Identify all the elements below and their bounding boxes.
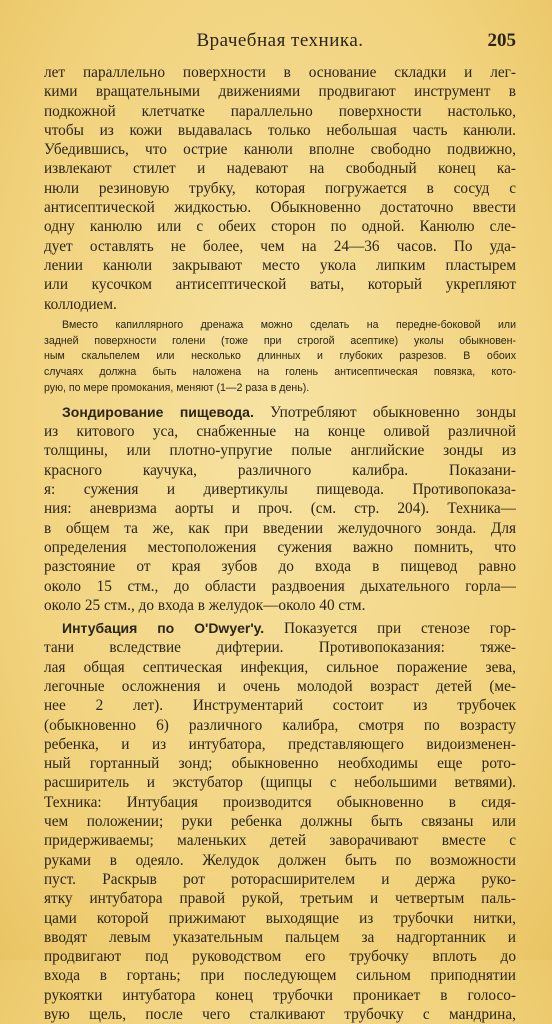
text-line: тани вследствие дифтерии. Противопоказания: тяже- — [44, 639, 516, 657]
text-line: толщины, или плотно-упругие полые английские зонды из — [44, 442, 516, 460]
section-heading: Зондирование пищевода. — [62, 403, 254, 420]
text-run: Показуется при стенозе гор- — [264, 620, 516, 638]
text-line: цами которой прижимают выходящие из трубочки нитки, — [44, 909, 516, 927]
text-line: чем положении; руки ребенка должны быть связаны или — [44, 813, 516, 831]
text-line: придерживаемы; маленьких детей заворачивают вместе с — [44, 832, 516, 850]
note-line: случаях должна быть наложена на голень антисептическая повязка, кото- — [44, 366, 516, 379]
text-line: разстояние от края зубов до входа в пищевод равно — [44, 558, 516, 576]
text-line: (обыкновенно 6) различного калибра, смотря по возрасту — [44, 716, 516, 734]
text-line: рукоятки интубатора конец трубочки проникает в голосо- — [44, 986, 516, 1004]
text-line: ный гортанный зонд; обыкновенно необходимы еще рото- — [44, 755, 516, 773]
running-title: Врачебная техника. — [196, 30, 364, 51]
text-line: входа в гортань; при последующем сильном приподнятии — [44, 967, 516, 985]
section-heading: Интубация по O'Dwyer'у. — [62, 620, 265, 637]
text-line: в общем та же, как при введении желудочного зонда. Для — [44, 519, 516, 537]
text-line: одну канюлю или с обеих сторон по одной. Канюлю сле- — [44, 218, 516, 236]
text-line: продвигают под руководством его трубочку вплоть до — [44, 948, 516, 966]
text-line: лет параллельно поверхности в основание складки и лег- — [44, 64, 516, 81]
note-line: рую, по мере промокания, меняют (1—2 раза в день). — [44, 382, 310, 395]
text-run: Употребляют обыкновенно зонды — [253, 403, 516, 421]
text-line: вводят левым указательным пальцем за надгортанник и — [44, 928, 516, 946]
text-line: Убедившись, что острие канюли вполне свободно подвижно, — [44, 141, 516, 159]
paragraph-drainage — [44, 63, 516, 314]
text-line: кими вращательными движениями продвигают инструмент в — [44, 83, 516, 101]
text-line: пуст. Раскрыв рот роторасширителем и держа руко- — [44, 870, 516, 888]
text-line: около 25 стм., до входа в желудок—около 40 стм. — [44, 596, 366, 614]
text-line: из китового уса, снабженные на конце оливой различной — [44, 423, 516, 441]
text-line: ния: аневризма аорты и проч. (см. стр. 204). Техника— — [44, 500, 516, 518]
text-line: вую щель, после чего сталкивают трубочку с мандрина, — [44, 1006, 516, 1024]
text-line: антисептической жидкостью. Обыкновенно достаточно ввести — [44, 199, 516, 217]
paragraph-intubation — [44, 619, 516, 1024]
text-line: ятку интубатора правой рукой, третьим и четвертым паль- — [44, 890, 516, 908]
text-line: коллодием. — [44, 295, 117, 313]
text-line: около 15 стм., до области раздвоения дыхательного горла— — [44, 577, 516, 595]
text-line — [44, 403, 516, 422]
text-line — [44, 619, 516, 638]
text-line: лении канюли закрывают место укола липким пластырем — [44, 256, 516, 274]
text-line: я: сужения и дивертикулы пищевода. Противопоказа- — [44, 481, 516, 499]
note-line: задней поверхности голени (тоже при строгой асептике) уколы обыкновен- — [44, 334, 516, 347]
text-line: расширитель и экстубатор (щипцы с небольшими ветвями). — [44, 774, 516, 792]
text-line: Техника: Интубация производится обыкновенно в сидя- — [44, 793, 516, 811]
text-line: нее 2 лет). Инструментарий состоит из трубочек — [44, 697, 516, 715]
running-header — [44, 30, 516, 54]
text-line: легочные осложнения и очень молодой возраст детей (ме- — [44, 678, 516, 695]
text-line: лая общая септическая инфекция, сильное поражение зева, — [44, 658, 516, 676]
text-line: дует оставлять не более, чем на 24—36 часов. По уда- — [44, 237, 516, 255]
text-line: или кусочком антисептической ваты, который укрепляют — [44, 276, 516, 294]
text-line: определения местоположения сужения важно помнить, что — [44, 538, 516, 556]
text-line: красного каучука, различного калибра. Показани- — [44, 461, 516, 479]
page-number: 205 — [487, 30, 516, 51]
text-line: извлекают стилет и надевают на свободный конец ка- — [44, 160, 516, 178]
small-print-note — [44, 318, 516, 397]
text-line: подкожной клетчатке параллельно поверхности настолько, — [44, 102, 516, 120]
paragraph-esophagus-probing — [44, 403, 516, 615]
text-line: ребенка, и из интубатора, представляющего видоизменен- — [44, 735, 516, 753]
text-line: руками в одеяло. Желудок должен быть по возможности — [44, 851, 516, 869]
text-line: нюли резиновую трубку, которая погружается в сосуд с — [44, 179, 516, 197]
page-body — [44, 63, 516, 1024]
note-line: ным скальпелем или несколько длинных и глубоких разрезов. В обоих — [44, 350, 516, 363]
text-line: чтобы из кожи выдавалась только небольшая часть канюли. — [44, 121, 516, 139]
note-line: Вместо капиллярного дренажа можно сделать на передне-боковой или — [62, 318, 516, 331]
